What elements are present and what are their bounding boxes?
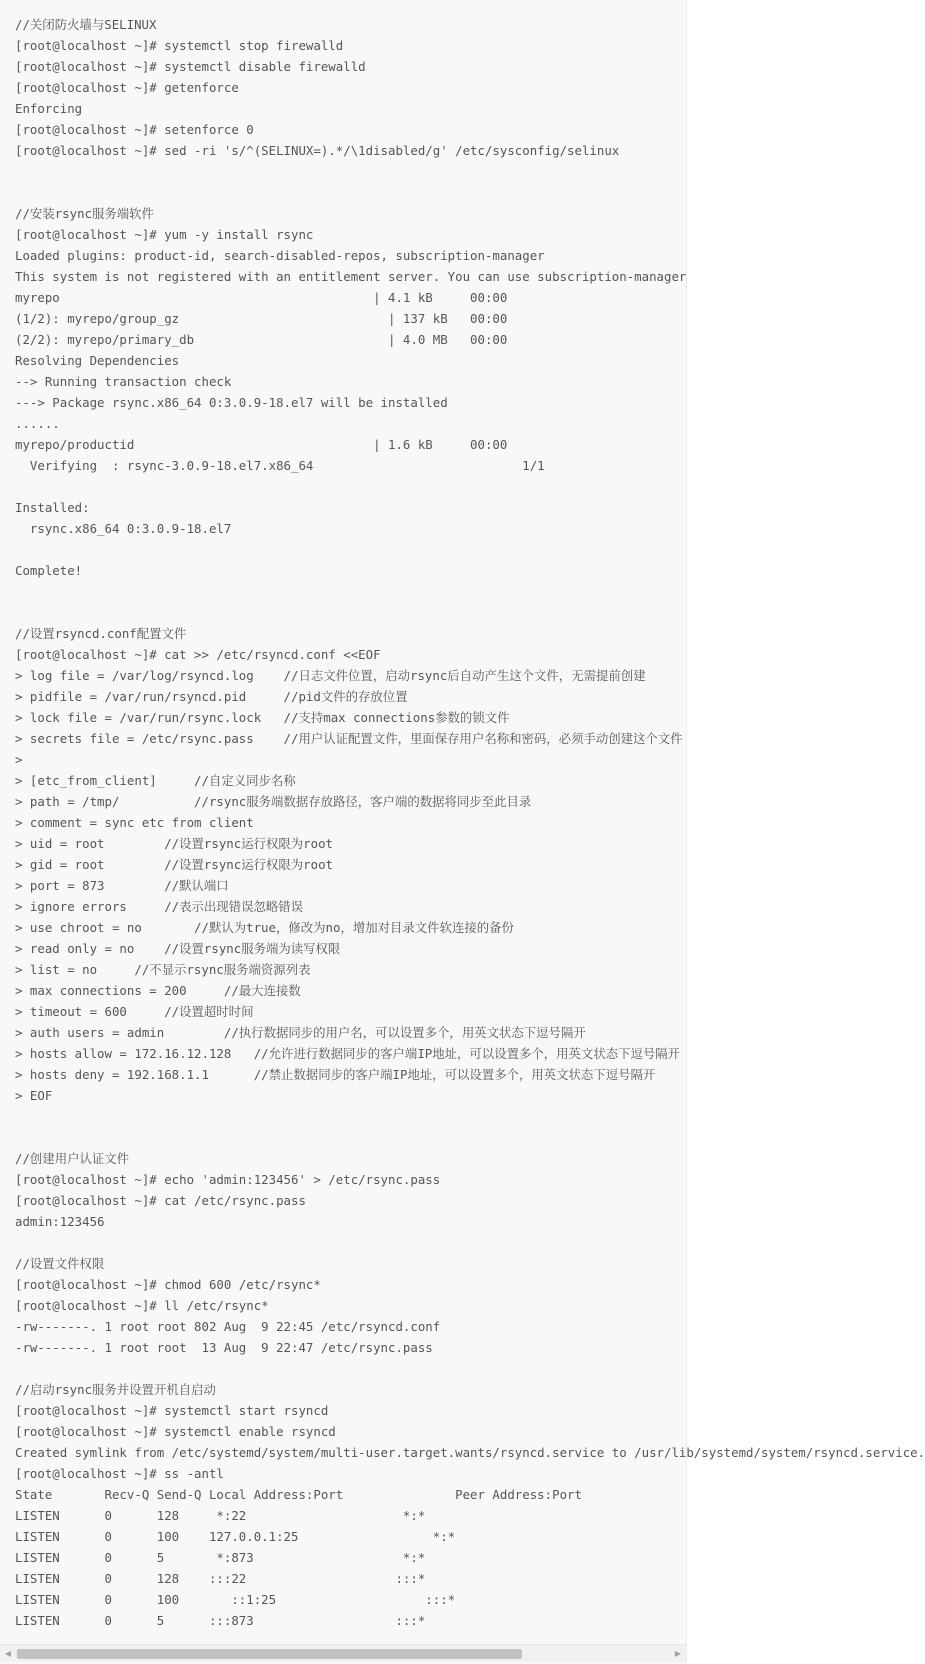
code-line: //启动rsync服务并设置开机自启动 [15,1382,216,1397]
code-line [15,161,925,182]
code-line: LISTEN 0 5 *:873 *:* [15,1550,426,1565]
code-line: LISTEN 0 5 :::873 :::* [15,1613,426,1628]
code-line: [root@localhost ~]# systemctl start rsyncd [15,1403,329,1418]
code-line: ...... [15,416,60,431]
code-line: > pidfile = /var/run/rsyncd.pid //pid文件的存放位置 [15,689,408,704]
code-line: (1/2): myrepo/group_gz | 137 kB 00:00 [15,311,508,326]
code-line: State Recv-Q Send-Q Local Address:Port Peer Address:Port [15,1487,582,1502]
code-line: Verifying : rsync-3.0.9-18.el7.x86_64 1/1 [15,458,545,473]
code-line [15,602,925,623]
code-line: > port = 873 //默认端口 [15,878,229,893]
code-line: //设置文件权限 [15,1256,105,1271]
code-line: > comment = sync etc from client [15,815,254,830]
code-line: > secrets file = /etc/rsync.pass //用户认证配置文件，里面保存用户名称和密码，必须手动创建这个文件 [15,731,683,746]
code-line: > uid = root //设置rsync运行权限为root [15,836,333,851]
arrow-left-icon[interactable]: ◀ [4,1649,12,1658]
code-line [15,1127,925,1148]
code-lines [15,14,925,1631]
code-line: > use chroot = no //默认为true，修改为no，增加对目录文件软连接的备份 [15,920,514,935]
code-line: This system is not registered with an entitlement server. You can use subscription-manager [15,269,687,284]
code-line: [root@localhost ~]# setenforce 0 [15,122,254,137]
code-line: [root@localhost ~]# getenforce [15,80,239,95]
arrow-right-icon[interactable]: ▶ [674,1649,682,1658]
code-line: myrepo/productid | 1.6 kB 00:00 [15,437,508,452]
code-line: > lock file = /var/run/rsync.lock //支持max connections参数的锁文件 [15,710,510,725]
code-line: Created symlink from /etc/systemd/system/multi-user.target.wants/rsyncd.service to /usr/lib/systemd/system/rsyncd.service. [15,1445,925,1460]
horizontal-scrollbar[interactable] [0,1644,686,1662]
code-line: > EOF [15,1088,53,1103]
code-line: (2/2): myrepo/primary_db | 4.0 MB 00:00 [15,332,508,347]
code-line [15,476,925,497]
code-line: Enforcing [15,101,83,116]
code-line: LISTEN 0 128 :::22 :::* [15,1571,426,1586]
code-line: rsync.x86_64 0:3.0.9-18.el7 [15,521,232,536]
code-line: > ignore errors //表示出现错误忽略错误 [15,899,304,914]
code-line: Loaded plugins: product-id, search-disabled-repos, subscription-manager [15,248,545,263]
code-line: [root@localhost ~]# yum -y install rsync [15,227,314,242]
code-line: [root@localhost ~]# sed -ri 's/^(SELINUX=).*/\1disabled/g' /etc/sysconfig/selinux [15,143,620,158]
code-line: [root@localhost ~]# systemctl enable rsyncd [15,1424,336,1439]
code-line: //安装rsync服务端软件 [15,206,154,221]
code-line: > [15,752,23,767]
code-line: > timeout = 600 //设置超时时间 [15,1004,254,1019]
code-line: Resolving Dependencies [15,353,180,368]
code-line: -rw-------. 1 root root 802 Aug 9 22:45 /etc/rsyncd.conf [15,1319,441,1334]
code-line: [root@localhost ~]# systemctl stop firewalld [15,38,344,53]
code-line: [root@localhost ~]# cat /etc/rsync.pass [15,1193,306,1208]
code-line: //创建用户认证文件 [15,1151,130,1166]
code-line: > log file = /var/log/rsyncd.log //日志文件位置，启动rsync后自动产生这个文件，无需提前创建 [15,668,646,683]
code-line: > hosts allow = 172.16.12.128 //允许进行数据同步的客户端IP地址，可以设置多个，用英文状态下逗号隔开 [15,1046,681,1061]
code-line: > [etc_from_client] //自定义同步名称 [15,773,296,788]
code-line: > read only = no //设置rsync服务端为读写权限 [15,941,341,956]
code-line [15,1106,925,1127]
code-line [15,1358,925,1379]
code-line [15,1232,925,1253]
code-line: > max connections = 200 //最大连接数 [15,983,301,998]
code-line: > hosts deny = 192.168.1.1 //禁止数据同步的客户端IP地址，可以设置多个，用英文状态下逗号隔开 [15,1067,656,1082]
code-line [15,581,925,602]
code-line: [root@localhost ~]# ll /etc/rsync* [15,1298,269,1313]
code-line: [root@localhost ~]# cat >> /etc/rsyncd.conf <<EOF [15,647,381,662]
code-line: > auth users = admin //执行数据同步的用户名，可以设置多个，用英文状态下逗号隔开 [15,1025,586,1040]
code-line: LISTEN 0 100 ::1:25 :::* [15,1592,456,1607]
code-line: Installed: [15,500,90,515]
code-line: admin:123456 [15,1214,105,1229]
code-line: --> Running transaction check [15,374,232,389]
code-line: > path = /tmp/ //rsync服务端数据存放路径，客户端的数据将同步至此目录 [15,794,532,809]
code-line: ---> Package rsync.x86_64 0:3.0.9-18.el7 will be installed [15,395,448,410]
code-line: LISTEN 0 128 *:22 *:* [15,1508,426,1523]
code-line: Complete! [15,563,83,578]
code-line: > gid = root //设置rsync运行权限为root [15,857,333,872]
scrollbar-thumb[interactable] [17,1649,522,1659]
code-line: [root@localhost ~]# systemctl disable firewalld [15,59,366,74]
code-line: myrepo | 4.1 kB 00:00 [15,290,508,305]
code-line: [root@localhost ~]# ss -antl [15,1466,224,1481]
code-line: LISTEN 0 100 127.0.0.1:25 *:* [15,1529,456,1544]
code-line: > list = no //不显示rsync服务端资源列表 [15,962,311,977]
code-line: [root@localhost ~]# echo 'admin:123456' > /etc/rsync.pass [15,1172,441,1187]
code-line: //设置rsyncd.conf配置文件 [15,626,187,641]
code-line [15,539,925,560]
code-line [15,182,925,203]
code-line: [root@localhost ~]# chmod 600 /etc/rsync* [15,1277,321,1292]
code-line: -rw-------. 1 root root 13 Aug 9 22:47 /etc/rsync.pass [15,1340,433,1355]
code-line: //关闭防火墙与SELINUX [15,17,157,32]
